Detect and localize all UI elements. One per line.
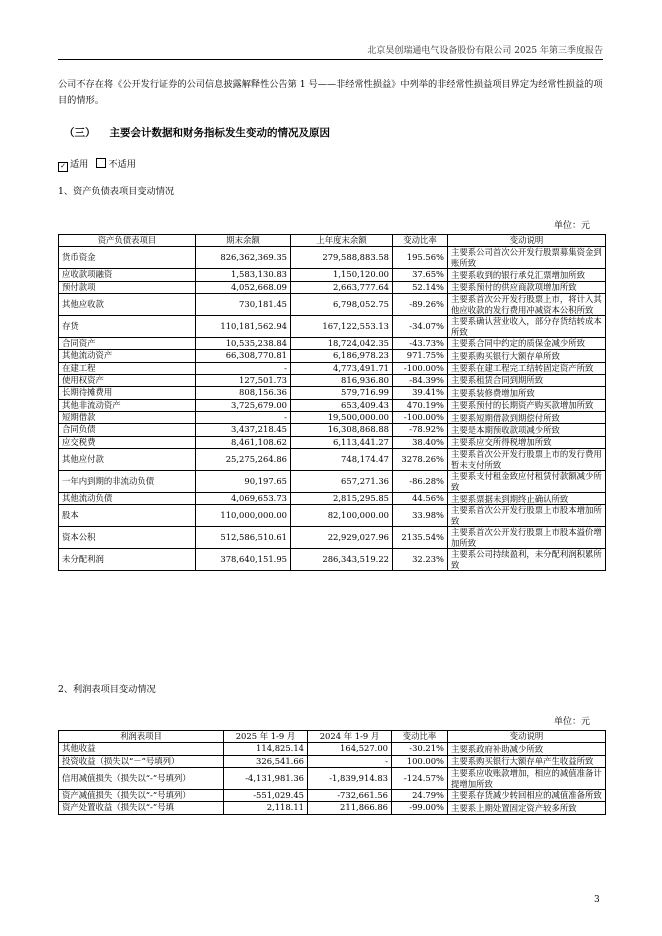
- table-cell-item: 其他流动资产: [59, 350, 196, 362]
- table-row: [59, 247, 606, 269]
- table-cell-note: 主要系存货减少转回相应的减值准备所致: [448, 790, 606, 802]
- table-row: [59, 399, 606, 411]
- table-cell-ratio: -99.00%: [392, 802, 448, 814]
- table-row: [59, 338, 606, 350]
- table-cell-begin: 286,343,519.22: [291, 549, 393, 571]
- column-header: 2024 年 1-9 月: [308, 731, 392, 743]
- table-cell-note: 主要系政府补助减少所致: [448, 743, 606, 755]
- section-title: 主要会计数据和财务指标发生变动的情况及原因: [109, 127, 330, 139]
- column-header: 变动说明: [448, 235, 606, 247]
- table-cell-end: 808,156.36: [196, 387, 291, 399]
- table-cell-begin: 657,271.36: [291, 471, 393, 493]
- balance-sheet-table: [58, 234, 606, 571]
- table-cell-note: 主要系装修费增加所致: [448, 387, 606, 399]
- balance-sheet-unit: 单位：元: [553, 221, 590, 231]
- table-row: [59, 743, 606, 755]
- page-header: 北京昊创瑞通电气设备股份有限公司 2025 年第三季度报告: [58, 45, 603, 60]
- table-row: [59, 471, 606, 493]
- table-cell-note: 主要系应交所得税增加所致: [448, 436, 606, 448]
- table-cell-item: 其他收益: [59, 743, 224, 755]
- page-number: 3: [594, 895, 600, 905]
- table-cell-item: 股本: [59, 505, 196, 527]
- table-cell-ratio: -124.57%: [392, 768, 448, 790]
- table-cell-item: 使用权资产: [59, 375, 196, 387]
- table-row: [59, 768, 606, 790]
- table-row: [59, 294, 606, 316]
- table-cell-ratio: 2135.54%: [393, 527, 448, 549]
- table-cell-ratio: -78.92%: [393, 424, 448, 436]
- table-cell-note: 主要系应收账款增加，相应的减值准备计提增加所致: [448, 768, 606, 790]
- table-cell-ratio: 24.79%: [392, 790, 448, 802]
- table-row: [59, 316, 606, 338]
- table-cell-note: 主要系首次公开发行股票上市股本溢价增加所致: [448, 527, 606, 549]
- column-header: 2025 年 1-9 月: [224, 731, 308, 743]
- table-cell-note: 主要系预付的供应商款项增加所致: [448, 281, 606, 293]
- table-cell-ratio: -89.26%: [393, 294, 448, 316]
- table-cell-ratio: -100.00%: [393, 362, 448, 374]
- table-cell-end: 4,069,653.73: [196, 493, 291, 505]
- table-cell-end: 4,052,668.09: [196, 281, 291, 293]
- table-cell-ratio: -86.28%: [393, 471, 448, 493]
- income-statement-table: [58, 730, 606, 815]
- table-cell-item: 信用减值损失（损失以“-”号填列）: [59, 768, 224, 790]
- table-cell-item: 存货: [59, 316, 196, 338]
- table-cell-ratio: -43.73%: [393, 338, 448, 350]
- table-cell-item: 其他流动负债: [59, 493, 196, 505]
- table-cell-ratio: -30.21%: [392, 743, 448, 755]
- applicable-label: 适用: [70, 159, 89, 170]
- table-cell-item: 资本公积: [59, 527, 196, 549]
- column-header: 资产负债表项目: [59, 235, 196, 247]
- table-cell-ratio: 37.65%: [393, 269, 448, 281]
- table-cell-item: 应交税费: [59, 436, 196, 448]
- table-cell-begin: 279,588,883.58: [291, 247, 393, 269]
- table-cell-begin: 18,724,042.35: [291, 338, 393, 350]
- table-cell-end: 25,275,264.86: [196, 449, 291, 471]
- table-row: [59, 549, 606, 571]
- table-cell-begin: 816,936.80: [291, 375, 393, 387]
- table-cell-note: 主要系租赁合同到期所致: [448, 375, 606, 387]
- table-cell-prev: 211,866.86: [308, 802, 392, 814]
- table-row: [59, 350, 606, 362]
- table-cell-note: 主要系票据未到期终止确认所致: [448, 493, 606, 505]
- table-cell-note: 主要系公司持续盈利，未分配利润积累所致: [448, 549, 606, 571]
- table-cell-cur: 114,825.14: [224, 743, 308, 755]
- section-number: （三）: [64, 127, 96, 139]
- intro-paragraph: 公司不存在将《公开发行证券的公司信息披露解释性公告第 1 号——非经常性损益》中列举的非经常性损益项目界定为经常性损益的项目的情形。: [58, 79, 603, 106]
- table-cell-note: 主要是本期预收款项减少所致: [448, 424, 606, 436]
- table-cell-begin: 19,500,000.00: [291, 412, 393, 424]
- applicability-selector: [58, 157, 136, 171]
- table-cell-begin: 4,773,491.71: [291, 362, 393, 374]
- table-cell-end: 127,501.73: [196, 375, 291, 387]
- table-cell-note: 主要系上期处置固定资产较多所致: [448, 802, 606, 814]
- table-cell-cur: -551,029.45: [224, 790, 308, 802]
- table-row: [59, 802, 606, 814]
- table-cell-note: 主要系收到的银行承兑汇票增加所致: [448, 269, 606, 281]
- table-cell-note: 主要系合同中约定的质保金减少所致: [448, 338, 606, 350]
- table-cell-end: 826,362,369.35: [196, 247, 291, 269]
- table-cell-item: 其他非流动资产: [59, 399, 196, 411]
- table-cell-ratio: 470.19%: [393, 399, 448, 411]
- table-cell-item: 在建工程: [59, 362, 196, 374]
- table-cell-prev: 164,527.00: [308, 743, 392, 755]
- table-cell-note: 主要系购买银行大额存单产生收益所致: [448, 755, 606, 767]
- table-cell-cur: -4,131,981.36: [224, 768, 308, 790]
- table-cell-item: 其他应付款: [59, 449, 196, 471]
- table-row: [59, 449, 606, 471]
- table-cell-end: 3,437,218.45: [196, 424, 291, 436]
- table-cell-note: 主要系首次公开发行股票上市的发行费用暂未支付所致: [448, 449, 606, 471]
- table-cell-ratio: -34.07%: [393, 316, 448, 338]
- table-cell-item: 合同负债: [59, 424, 196, 436]
- table-cell-ratio: 44.56%: [393, 493, 448, 505]
- table-header-row: [59, 731, 606, 743]
- table-cell-begin: 82,100,000.00: [291, 505, 393, 527]
- income-statement-subtitle: 2、利润表项目变动情况: [58, 684, 156, 695]
- table-cell-end: -: [196, 412, 291, 424]
- table-cell-begin: 6,798,052.75: [291, 294, 393, 316]
- table-cell-end: 1,583,130.83: [196, 269, 291, 281]
- table-cell-begin: 16,308,868.88: [291, 424, 393, 436]
- table-row: [59, 493, 606, 505]
- table-cell-ratio: 971.75%: [393, 350, 448, 362]
- table-cell-note: 主要系预付的长期资产购买款增加所致: [448, 399, 606, 411]
- table-row: [59, 375, 606, 387]
- table-cell-end: 110,000,000.00: [196, 505, 291, 527]
- table-cell-begin: 2,815,295.85: [291, 493, 393, 505]
- table-cell-item: 投资收益（损失以“－”号填列）: [59, 755, 224, 767]
- not-applicable-label: 不适用: [108, 159, 136, 170]
- table-row: [59, 790, 606, 802]
- table-cell-end: 512,586,510.61: [196, 527, 291, 549]
- column-header: 利润表项目: [59, 731, 224, 743]
- table-cell-note: 主要系在建工程完工结转固定资产所致: [448, 362, 606, 374]
- table-cell-begin: 167,122,553.13: [291, 316, 393, 338]
- table-header-row: [59, 235, 606, 247]
- table-cell-end: 110,181,562.94: [196, 316, 291, 338]
- table-cell-cur: 2,118.11: [224, 802, 308, 814]
- table-cell-end: -: [196, 362, 291, 374]
- table-cell-note: 主要系购买银行大额存单所致: [448, 350, 606, 362]
- column-header: 变动说明: [448, 731, 606, 743]
- column-header: 变动比率: [392, 731, 448, 743]
- table-cell-item: 预付款项: [59, 281, 196, 293]
- table-cell-begin: 579,716.99: [291, 387, 393, 399]
- table-cell-end: 730,181.45: [196, 294, 291, 316]
- table-cell-item: 短期借款: [59, 412, 196, 424]
- table-cell-prev: -732,661.56: [308, 790, 392, 802]
- table-cell-ratio: 52.14%: [393, 281, 448, 293]
- column-header: 期末余额: [196, 235, 291, 247]
- table-cell-note: 主要系确认营业收入，部分存货结转成本所致: [448, 316, 606, 338]
- table-row: [59, 362, 606, 374]
- table-cell-begin: 6,113,441.27: [291, 436, 393, 448]
- table-cell-item: 应收款项融资: [59, 269, 196, 281]
- table-cell-item: 货币资金: [59, 247, 196, 269]
- table-cell-end: 3,725,679.00: [196, 399, 291, 411]
- table-cell-end: 66,308,770.81: [196, 350, 291, 362]
- table-cell-note: 主要系首次公开发行股票上市，将计入其他应收款的发行费用冲减资本公积所致: [448, 294, 606, 316]
- table-cell-begin: 6,186,978.23: [291, 350, 393, 362]
- table-cell-prev: -: [308, 755, 392, 767]
- table-cell-item: 一年内到期的非流动负债: [59, 471, 196, 493]
- column-header: 变动比率: [393, 235, 448, 247]
- table-cell-begin: 653,409.43: [291, 399, 393, 411]
- column-header: 上年度末余额: [291, 235, 393, 247]
- table-cell-note: 主要系首次公开发行股票上市股本增加所致: [448, 505, 606, 527]
- table-cell-ratio: 33.98%: [393, 505, 448, 527]
- table-row: [59, 387, 606, 399]
- table-cell-item: 资产处置收益（损失以“-”号填: [59, 802, 224, 814]
- table-cell-note: 主要系支付租金致应付租赁付款额减少所致: [448, 471, 606, 493]
- table-cell-item: 资产减值损失（损失以“-”号填列）: [59, 790, 224, 802]
- table-row: [59, 436, 606, 448]
- table-cell-ratio: 39.41%: [393, 387, 448, 399]
- table-cell-ratio: 38.40%: [393, 436, 448, 448]
- table-row: [59, 424, 606, 436]
- table-cell-end: 90,197.65: [196, 471, 291, 493]
- table-row: [59, 755, 606, 767]
- table-cell-end: 378,640,151.95: [196, 549, 291, 571]
- table-cell-begin: 22,929,027.96: [291, 527, 393, 549]
- table-cell-begin: 748,174.47: [291, 449, 393, 471]
- table-cell-end: 10,535,238.84: [196, 338, 291, 350]
- table-cell-ratio: -84.39%: [393, 375, 448, 387]
- table-cell-ratio: 100.00%: [392, 755, 448, 767]
- table-row: [59, 412, 606, 424]
- table-cell-item: 合同资产: [59, 338, 196, 350]
- section-heading: [64, 126, 330, 140]
- table-cell-end: 8,461,108.62: [196, 436, 291, 448]
- table-cell-ratio: 195.56%: [393, 247, 448, 269]
- table-cell-ratio: 32.23%: [393, 549, 448, 571]
- table-cell-item: 长期待摊费用: [59, 387, 196, 399]
- table-cell-begin: 2,663,777.64: [291, 281, 393, 293]
- table-cell-item: 其他应收款: [59, 294, 196, 316]
- table-cell-note: 主要系公司首次公开发行股票募集资金到账所致: [448, 247, 606, 269]
- table-row: [59, 269, 606, 281]
- table-cell-ratio: 3278.26%: [393, 449, 448, 471]
- unchecked-box-icon[interactable]: [96, 158, 106, 168]
- table-cell-item: 未分配利润: [59, 549, 196, 571]
- table-cell-prev: -1,839,914.83: [308, 768, 392, 790]
- income-statement-unit: 单位：元: [553, 717, 590, 727]
- table-cell-note: 主要系短期借款到期偿付所致: [448, 412, 606, 424]
- table-cell-ratio: -100.00%: [393, 412, 448, 424]
- table-row: [59, 505, 606, 527]
- table-cell-begin: 1,150,120.00: [291, 269, 393, 281]
- table-row: [59, 281, 606, 293]
- table-row: [59, 527, 606, 549]
- balance-sheet-subtitle: 1、资产负债表项目变动情况: [58, 186, 175, 197]
- table-cell-cur: 326,541.66: [224, 755, 308, 767]
- checked-box-icon[interactable]: ✓: [58, 162, 68, 172]
